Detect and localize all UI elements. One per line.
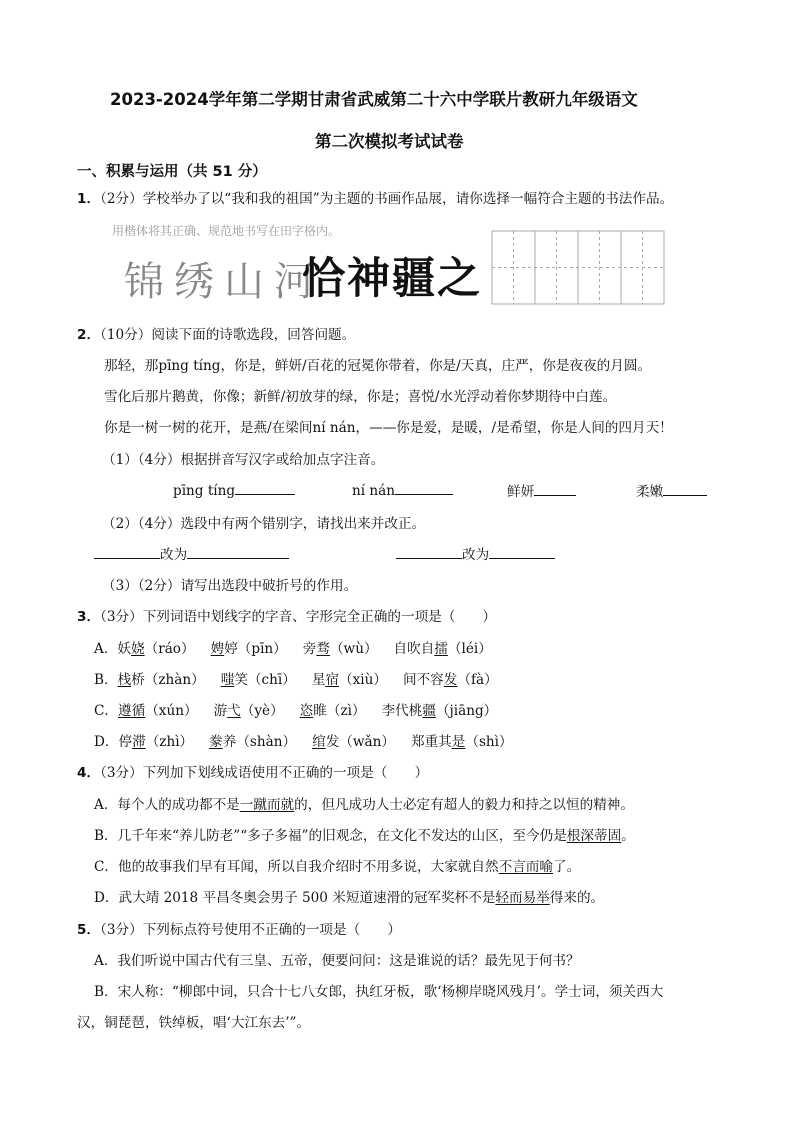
option-4b[interactable]: B．几千年来“养儿防老”“多子多福”的旧观念，在文化不发达的山区，至今仍是根深蒂固。 (94, 828, 635, 844)
answer-blank[interactable] (489, 544, 555, 559)
calligraphy-instruction: 用楷体将其正确、规范地书写在田字格内。 (112, 224, 341, 238)
fill-item-1: pīng tíng (173, 480, 295, 499)
question-text: （3分）下列标点符号使用不正确的一项是（ ） (100, 922, 401, 938)
question-text: （3分）下列词语中划线字的字音、字形完全正确的一项是（ ） (100, 609, 497, 625)
fill-item-3: 鲜妍 (507, 480, 576, 500)
question-3 (77, 605, 496, 625)
question-1 (77, 187, 673, 207)
option-3b[interactable]: B．栈桥（zhàn） 嗤笑（chī） 星宿（xiù） 间不容发（fà） (94, 672, 498, 688)
option-3d[interactable]: D．停滞（zhì） 豢养（shàn） 绾发（wǎn） 郑重其是（shì） (94, 734, 513, 750)
option-3c[interactable]: C．遵循（xún） 游弋（yè） 恣睢（zì） 李代桃疆（jiāng） (94, 703, 498, 719)
subquestion-3: （3）（2分）请写出选段中破折号的作用。 (102, 578, 358, 594)
tianzige-grid (492, 231, 664, 304)
question-text: （10分）阅读下面的诗歌选段，回答问题。 (100, 327, 356, 343)
question-number: 4． (77, 765, 101, 781)
option-4d[interactable]: D．武大靖 2018 平昌冬奥会男子 500 米短道速滑的冠军奖杯不是轻而易举得来的。 (94, 890, 605, 906)
question-4 (77, 761, 428, 781)
calligraphy-running-script: 恰神疆之 (302, 254, 482, 304)
subquestion-1: （1）（4分）根据拼音写汉字或给加点字注音。 (102, 452, 385, 468)
fill-item-4: 柔嫩 (636, 480, 707, 500)
question-number: 2． (77, 327, 101, 343)
answer-blank[interactable] (187, 544, 289, 559)
answer-blank[interactable] (235, 480, 295, 495)
option-5b-line2[interactable]: 汉，铜琵琶，铁绰板，唱‘大江东去’”。 (77, 1015, 311, 1031)
subquestion-2: （2）（4分）选段中有两个错别字，请找出来并改正。 (102, 516, 426, 532)
correction-row-2: 改为 (396, 543, 555, 563)
section-heading: 一、积累与运用（共 51 分） (77, 164, 267, 180)
answer-blank[interactable] (395, 480, 453, 495)
question-text: （2分）学校举办了以“我和我的祖国”为主题的书画作品展，请你选择一幅符合主题的书法作品。 (100, 191, 674, 207)
answer-blank[interactable] (663, 481, 707, 496)
correction-row-1: 改为 (94, 543, 289, 563)
question-text: （3分）下列加下划线成语使用不正确的一项是（ ） (100, 765, 429, 781)
poem-line-1: 那轻，那pīng tíng，你是，鲜妍/百花的冠冕你带着，你是/天真，庄严，你是夜夜的月圆。 (104, 358, 652, 374)
option-3a[interactable]: A．妖娆（ráo） 娉婷（pīn） 旁骛（wù） 自吹自擂（léi） (94, 641, 492, 657)
poem-line-3: 你是一树一树的花开，是燕/在梁间ní nán，——你是爱，是暖，/是希望，你是人间的四月天！ (104, 420, 673, 436)
calligraphy-image (110, 217, 670, 307)
option-4a[interactable]: A．每个人的成功都不是一蹴而就的，但凡成功人士必定有超人的毅力和持之以恒的精神。 (94, 797, 634, 813)
option-5b-line1[interactable]: B．宋人称：“柳郎中词，只合十七八女郎，执红牙板，歌‘杨柳岸晓风残月’。学士词，须关西大 (94, 984, 664, 1000)
option-5a[interactable]: A．我们听说中国古代有三皇、五帝，便要问问：这是谁说的话？最先见于何书？ (94, 953, 580, 969)
question-5 (77, 918, 401, 938)
poem-line-2: 雪化后那片鹅黄，你像；新鲜/初放芽的绿，你是；喜悦/水光浮动着你梦期待中白莲。 (104, 389, 617, 405)
page-title-line1: 2023-2024学年第二学期甘肃省武威第二十六中学联片教研九年级语文 (110, 90, 638, 109)
question-number: 1． (77, 191, 101, 207)
page-title-line2: 第二次模拟考试试卷 (315, 132, 464, 151)
question-number: 5． (77, 922, 101, 938)
option-4c[interactable]: C．他的故事我们早有耳闻，所以自我介绍时不用多说，大家就自然不言而喻了。 (94, 859, 581, 875)
answer-blank[interactable] (534, 481, 576, 496)
question-2 (77, 323, 355, 343)
answer-blank[interactable] (396, 544, 462, 559)
question-number: 3． (77, 609, 101, 625)
fill-item-2: ní nán (352, 480, 453, 499)
answer-blank[interactable] (94, 544, 160, 559)
calligraphy-seal-script: 锦绣山河 (124, 259, 324, 305)
